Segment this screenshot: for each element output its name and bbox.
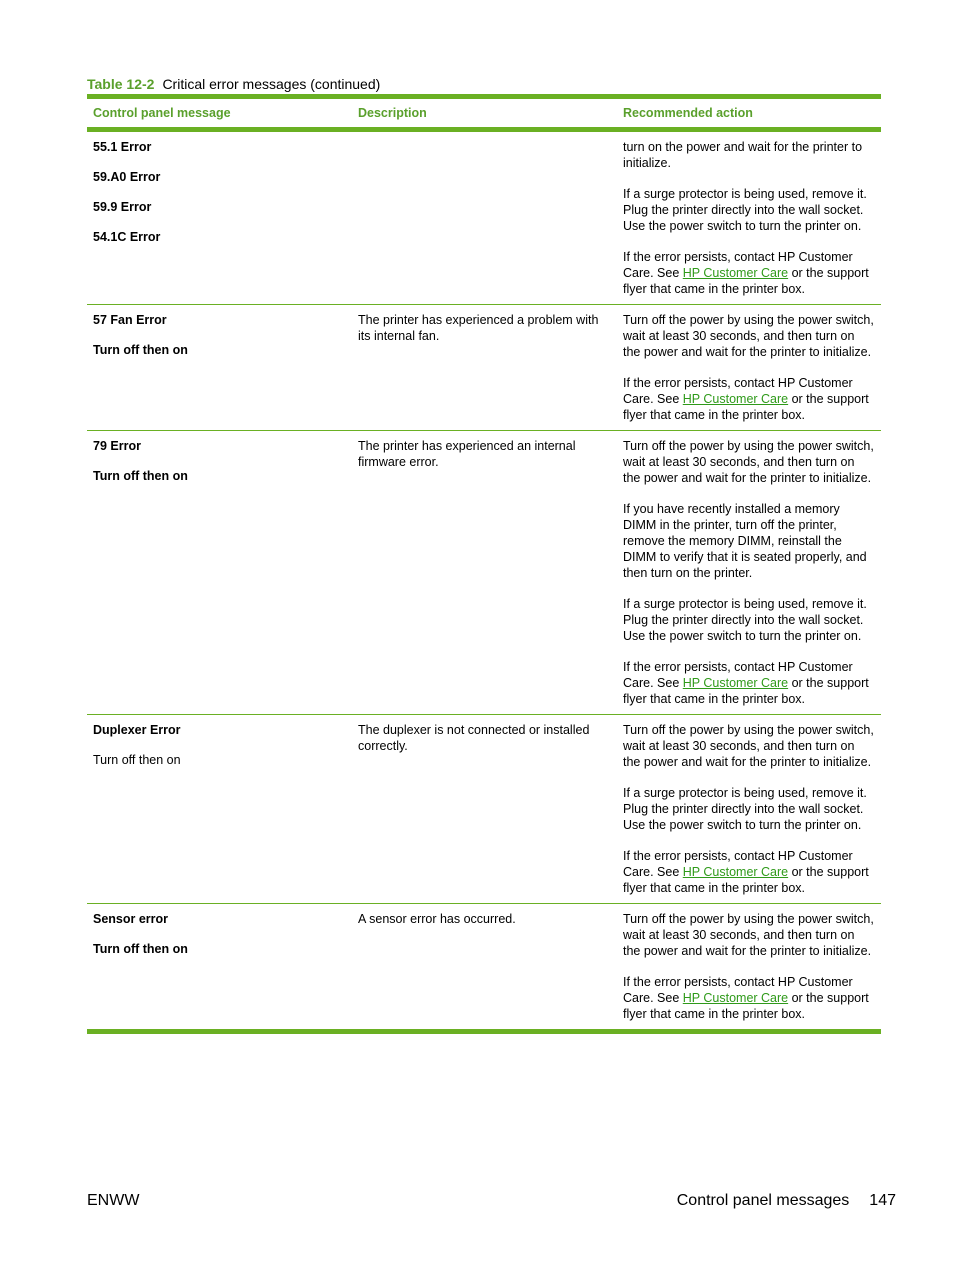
message-text: 79 Error xyxy=(93,439,141,453)
message-cell xyxy=(87,431,352,714)
table-row xyxy=(87,132,881,305)
hp-customer-care-link[interactable]: HP Customer Care xyxy=(682,266,789,280)
table-row xyxy=(87,431,881,715)
hp-customer-care-link[interactable]: HP Customer Care xyxy=(682,676,789,690)
message-text: Turn off then on xyxy=(93,753,181,767)
description-cell xyxy=(352,431,617,714)
table-row xyxy=(87,904,881,1034)
action-contact: If the error persists, contact HP Customer Care. See HP Customer Care or the support flyer that came in the printer box. xyxy=(623,250,869,296)
action-cell xyxy=(617,904,881,1029)
action-text: turn on the power and wait for the printer to initialize. xyxy=(623,140,863,170)
message-cell xyxy=(87,904,352,1029)
message-cell xyxy=(87,305,352,430)
header-control-panel-message: Control panel message xyxy=(93,106,231,120)
hp-customer-care-link[interactable]: HP Customer Care xyxy=(682,991,789,1005)
description-cell xyxy=(352,305,617,430)
message-cell xyxy=(87,715,352,903)
critical-error-table xyxy=(87,94,881,1034)
hp-customer-care-link[interactable]: HP Customer Care xyxy=(682,392,789,406)
action-cell xyxy=(617,715,881,903)
message-cell xyxy=(87,132,352,304)
action-contact: If the error persists, contact HP Customer Care. See HP Customer Care or the support flyer that came in the printer box. xyxy=(623,975,869,1021)
description-text: The duplexer is not connected or installed correctly. xyxy=(358,723,590,753)
action-text: Turn off the power by using the power switch, wait at least 30 seconds, and then turn on the power and wait for the printer to initialize. xyxy=(623,313,874,359)
message-text: 54.1C Error xyxy=(93,230,161,244)
action-text: Turn off the power by using the power switch, wait at least 30 seconds, and then turn on the power and wait for the printer to initialize. xyxy=(623,912,874,958)
action-contact: If the error persists, contact HP Customer Care. See HP Customer Care or the support flyer that came in the printer box. xyxy=(623,660,869,706)
description-cell xyxy=(352,715,617,903)
description-text: The printer has experienced an internal firmware error. xyxy=(358,439,576,469)
message-text: 57 Fan Error xyxy=(93,313,167,327)
table-number: Table 12-2 xyxy=(87,76,155,92)
message-text: 59.A0 Error xyxy=(93,170,161,184)
message-text: Turn off then on xyxy=(93,942,188,956)
message-text: Turn off then on xyxy=(93,469,188,483)
table-title: Critical error messages (continued) xyxy=(162,76,381,92)
action-text: If a surge protector is being used, remove it. Plug the printer directly into the wall socket. Use the power switch to turn the printer on. xyxy=(623,786,867,832)
description-cell xyxy=(352,132,617,304)
table-header xyxy=(87,99,881,132)
action-text: If a surge protector is being used, remove it. Plug the printer directly into the wall socket. Use the power switch to turn the printer on. xyxy=(623,187,867,233)
footer-section xyxy=(677,1192,896,1210)
action-text: If you have recently installed a memory DIMM in the printer, turn off the printer, remove the memory DIMM, reinstall the DIMM to verify that it is seated properly, and then turn on the printer. xyxy=(623,502,867,580)
message-text: 59.9 Error xyxy=(93,200,152,214)
message-text: Sensor error xyxy=(93,912,169,926)
hp-customer-care-link[interactable]: HP Customer Care xyxy=(682,865,789,879)
description-text: The printer has experienced a problem with its internal fan. xyxy=(358,313,599,343)
action-cell xyxy=(617,431,881,714)
description-cell xyxy=(352,904,617,1029)
message-text: 55.1 Error xyxy=(93,140,152,154)
footer-section-title: Control panel messages xyxy=(676,1192,850,1209)
description-text: A sensor error has occurred. xyxy=(358,912,516,926)
action-contact: If the error persists, contact HP Customer Care. See HP Customer Care or the support flyer that came in the printer box. xyxy=(623,849,869,895)
action-contact: If the error persists, contact HP Customer Care. See HP Customer Care or the support flyer that came in the printer box. xyxy=(623,376,869,422)
message-text: Turn off then on xyxy=(93,343,188,357)
footer-enww: ENWW xyxy=(87,1192,140,1209)
header-description: Description xyxy=(358,106,427,120)
message-text: Duplexer Error xyxy=(93,723,181,737)
page-number: 147 xyxy=(869,1192,896,1209)
table-row xyxy=(87,305,881,431)
action-cell xyxy=(617,305,881,430)
action-text: If a surge protector is being used, remove it. Plug the printer directly into the wall socket. Use the power switch to turn the printer on. xyxy=(623,597,867,643)
action-cell xyxy=(617,132,881,304)
table-row xyxy=(87,715,881,904)
action-text: Turn off the power by using the power switch, wait at least 30 seconds, and then turn on the power and wait for the printer to initialize. xyxy=(623,439,874,485)
table-caption xyxy=(87,75,380,93)
action-text: Turn off the power by using the power switch, wait at least 30 seconds, and then turn on the power and wait for the printer to initialize. xyxy=(623,723,874,769)
header-recommended-action: Recommended action xyxy=(623,106,753,120)
